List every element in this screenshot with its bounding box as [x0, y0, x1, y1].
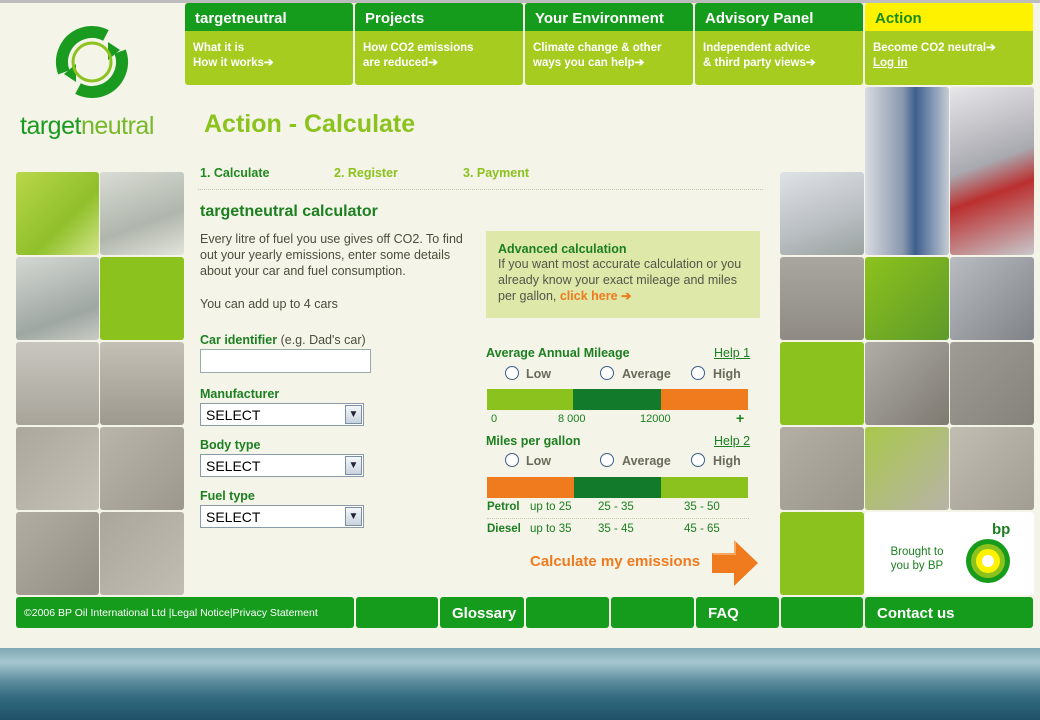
- mileage-scale-bar: [487, 389, 748, 410]
- diesel-value: 35 - 45: [598, 523, 634, 535]
- nav-tab-advisory-panel[interactable]: [695, 3, 863, 85]
- nav-link[interactable]: How it works➔: [193, 57, 274, 69]
- manufacturer-value: SELECT: [206, 407, 261, 423]
- nav-link[interactable]: What it is: [193, 42, 245, 54]
- mileage-tick: 8 000: [558, 413, 586, 425]
- petrol-label: Petrol: [487, 501, 520, 513]
- calculate-button-label[interactable]: Calculate my emissions: [530, 553, 701, 570]
- ocean-wave-image: [0, 648, 1040, 720]
- mpg-low-radio[interactable]: [505, 453, 519, 467]
- mileage-low-radio[interactable]: [505, 366, 519, 380]
- petrol-value: up to 25: [530, 501, 572, 513]
- glossary-button[interactable]: Glossary: [440, 597, 524, 628]
- click-here-link[interactable]: click here ➔: [559, 289, 632, 303]
- chevron-down-icon[interactable]: ▼: [345, 456, 362, 475]
- mileage-tick: 12000: [640, 413, 671, 425]
- footer-spacer: [781, 597, 863, 628]
- footer-spacer: [526, 597, 609, 628]
- advanced-title: Advanced calculation: [498, 242, 627, 256]
- mileage-average-radio[interactable]: [600, 366, 614, 380]
- calculate-emissions-button[interactable]: [530, 553, 700, 570]
- divider: [198, 189, 763, 190]
- nav-link[interactable]: How CO2 emissions: [363, 42, 474, 54]
- mpg-scale-bar: [487, 477, 748, 498]
- intro-text: Every litre of fuel you use gives off CO2. To find out your yearly emissions, enter some details about your car and fuel consumption.: [200, 232, 463, 278]
- contact-us-button[interactable]: Contact us: [865, 597, 1033, 628]
- nav-link[interactable]: & third party views➔: [703, 57, 816, 69]
- login-link[interactable]: Log in: [873, 57, 908, 69]
- diesel-value: 45 - 65: [684, 523, 720, 535]
- mileage-average-label[interactable]: Average: [622, 367, 671, 381]
- chevron-down-icon[interactable]: ▼: [345, 405, 362, 424]
- nav-tab-title[interactable]: Advisory Panel: [695, 3, 863, 31]
- nav-tab-title[interactable]: Projects: [355, 3, 523, 31]
- advanced-calculation-box: [486, 231, 760, 318]
- nav-tab-title[interactable]: Your Environment: [525, 3, 693, 31]
- help-1-link[interactable]: Help 1: [714, 346, 751, 360]
- mileage-title: Average Annual Mileage: [486, 346, 630, 360]
- nav-tab-title[interactable]: Action: [865, 3, 1033, 31]
- footer-spacer: [611, 597, 694, 628]
- fuel-type-label: Fuel type: [200, 489, 255, 503]
- footer-spacer: [356, 597, 438, 628]
- body-type-label: Body type: [200, 438, 261, 452]
- nav-link[interactable]: Climate change & other: [533, 42, 662, 54]
- brought-by-bp-text: Brought to you by BP: [890, 546, 944, 572]
- manufacturer-label: Manufacturer: [200, 387, 280, 401]
- mileage-high-label[interactable]: High: [713, 367, 741, 381]
- step-payment: 3. Payment: [463, 166, 530, 180]
- nav-tab-targetneutral[interactable]: [185, 3, 353, 85]
- diesel-value: up to 35: [530, 523, 572, 535]
- diesel-label: Diesel: [487, 523, 521, 535]
- divider: [487, 518, 749, 519]
- nav-link[interactable]: Become CO2 neutral➔: [873, 42, 996, 54]
- mpg-average-label[interactable]: Average: [622, 454, 671, 468]
- targetneutral-logo-icon[interactable]: [52, 22, 132, 102]
- logo-wordmark[interactable]: targetneutral: [20, 112, 154, 140]
- mileage-tick: 0: [491, 413, 498, 425]
- body-type-select[interactable]: [200, 454, 364, 477]
- calculator-title: targetneutral calculator: [200, 203, 378, 220]
- nav-tab-projects[interactable]: [355, 3, 523, 85]
- nav-tab-title[interactable]: targetneutral: [185, 3, 353, 31]
- fuel-type-value: SELECT: [206, 509, 261, 525]
- mileage-tick-plus: +: [736, 410, 745, 426]
- footer-legal: [16, 597, 354, 628]
- nav-tab-action[interactable]: [865, 3, 1033, 85]
- add-cars-note: You can add up to 4 cars: [200, 297, 338, 311]
- fuel-type-select[interactable]: [200, 505, 364, 528]
- help-2-link[interactable]: Help 2: [714, 434, 751, 448]
- copyright-text: ©2006 BP Oil International Ltd: [24, 607, 166, 619]
- mileage-high-radio[interactable]: [691, 366, 705, 380]
- step-register: 2. Register: [334, 166, 398, 180]
- page-title: Action - Calculate: [204, 110, 416, 138]
- mpg-average-radio[interactable]: [600, 453, 614, 467]
- body-type-value: SELECT: [206, 458, 261, 474]
- advanced-text: If you want most accurate calculation or you already know your exact mileage and miles per gallon, click here ➔: [498, 257, 742, 303]
- bp-wordmark: bp: [992, 521, 1011, 538]
- manufacturer-select[interactable]: [200, 403, 364, 426]
- car-identifier-input[interactable]: [200, 349, 371, 373]
- nav-link[interactable]: Independent advice: [703, 42, 811, 54]
- bp-helios-icon[interactable]: [964, 537, 1012, 585]
- nav-tab-your-environment[interactable]: [525, 3, 693, 85]
- nav-link[interactable]: are reduced➔: [363, 57, 438, 69]
- faq-button[interactable]: FAQ: [696, 597, 779, 628]
- legal-links[interactable]: |Legal Notice|Privacy Statement: [168, 607, 318, 619]
- mileage-low-label[interactable]: Low: [526, 367, 551, 381]
- orange-arrow-icon[interactable]: [710, 538, 760, 588]
- petrol-value: 35 - 50: [684, 501, 720, 513]
- mpg-high-label[interactable]: High: [713, 454, 741, 468]
- mpg-title: Miles per gallon: [486, 434, 581, 448]
- chevron-down-icon[interactable]: ▼: [345, 507, 362, 526]
- mpg-low-label[interactable]: Low: [526, 454, 551, 468]
- step-calculate: 1. Calculate: [200, 166, 270, 180]
- mpg-high-radio[interactable]: [691, 453, 705, 467]
- car-identifier-label: Car identifier (e.g. Dad's car): [200, 333, 366, 347]
- nav-link[interactable]: ways you can help➔: [533, 57, 645, 69]
- petrol-value: 25 - 35: [598, 501, 634, 513]
